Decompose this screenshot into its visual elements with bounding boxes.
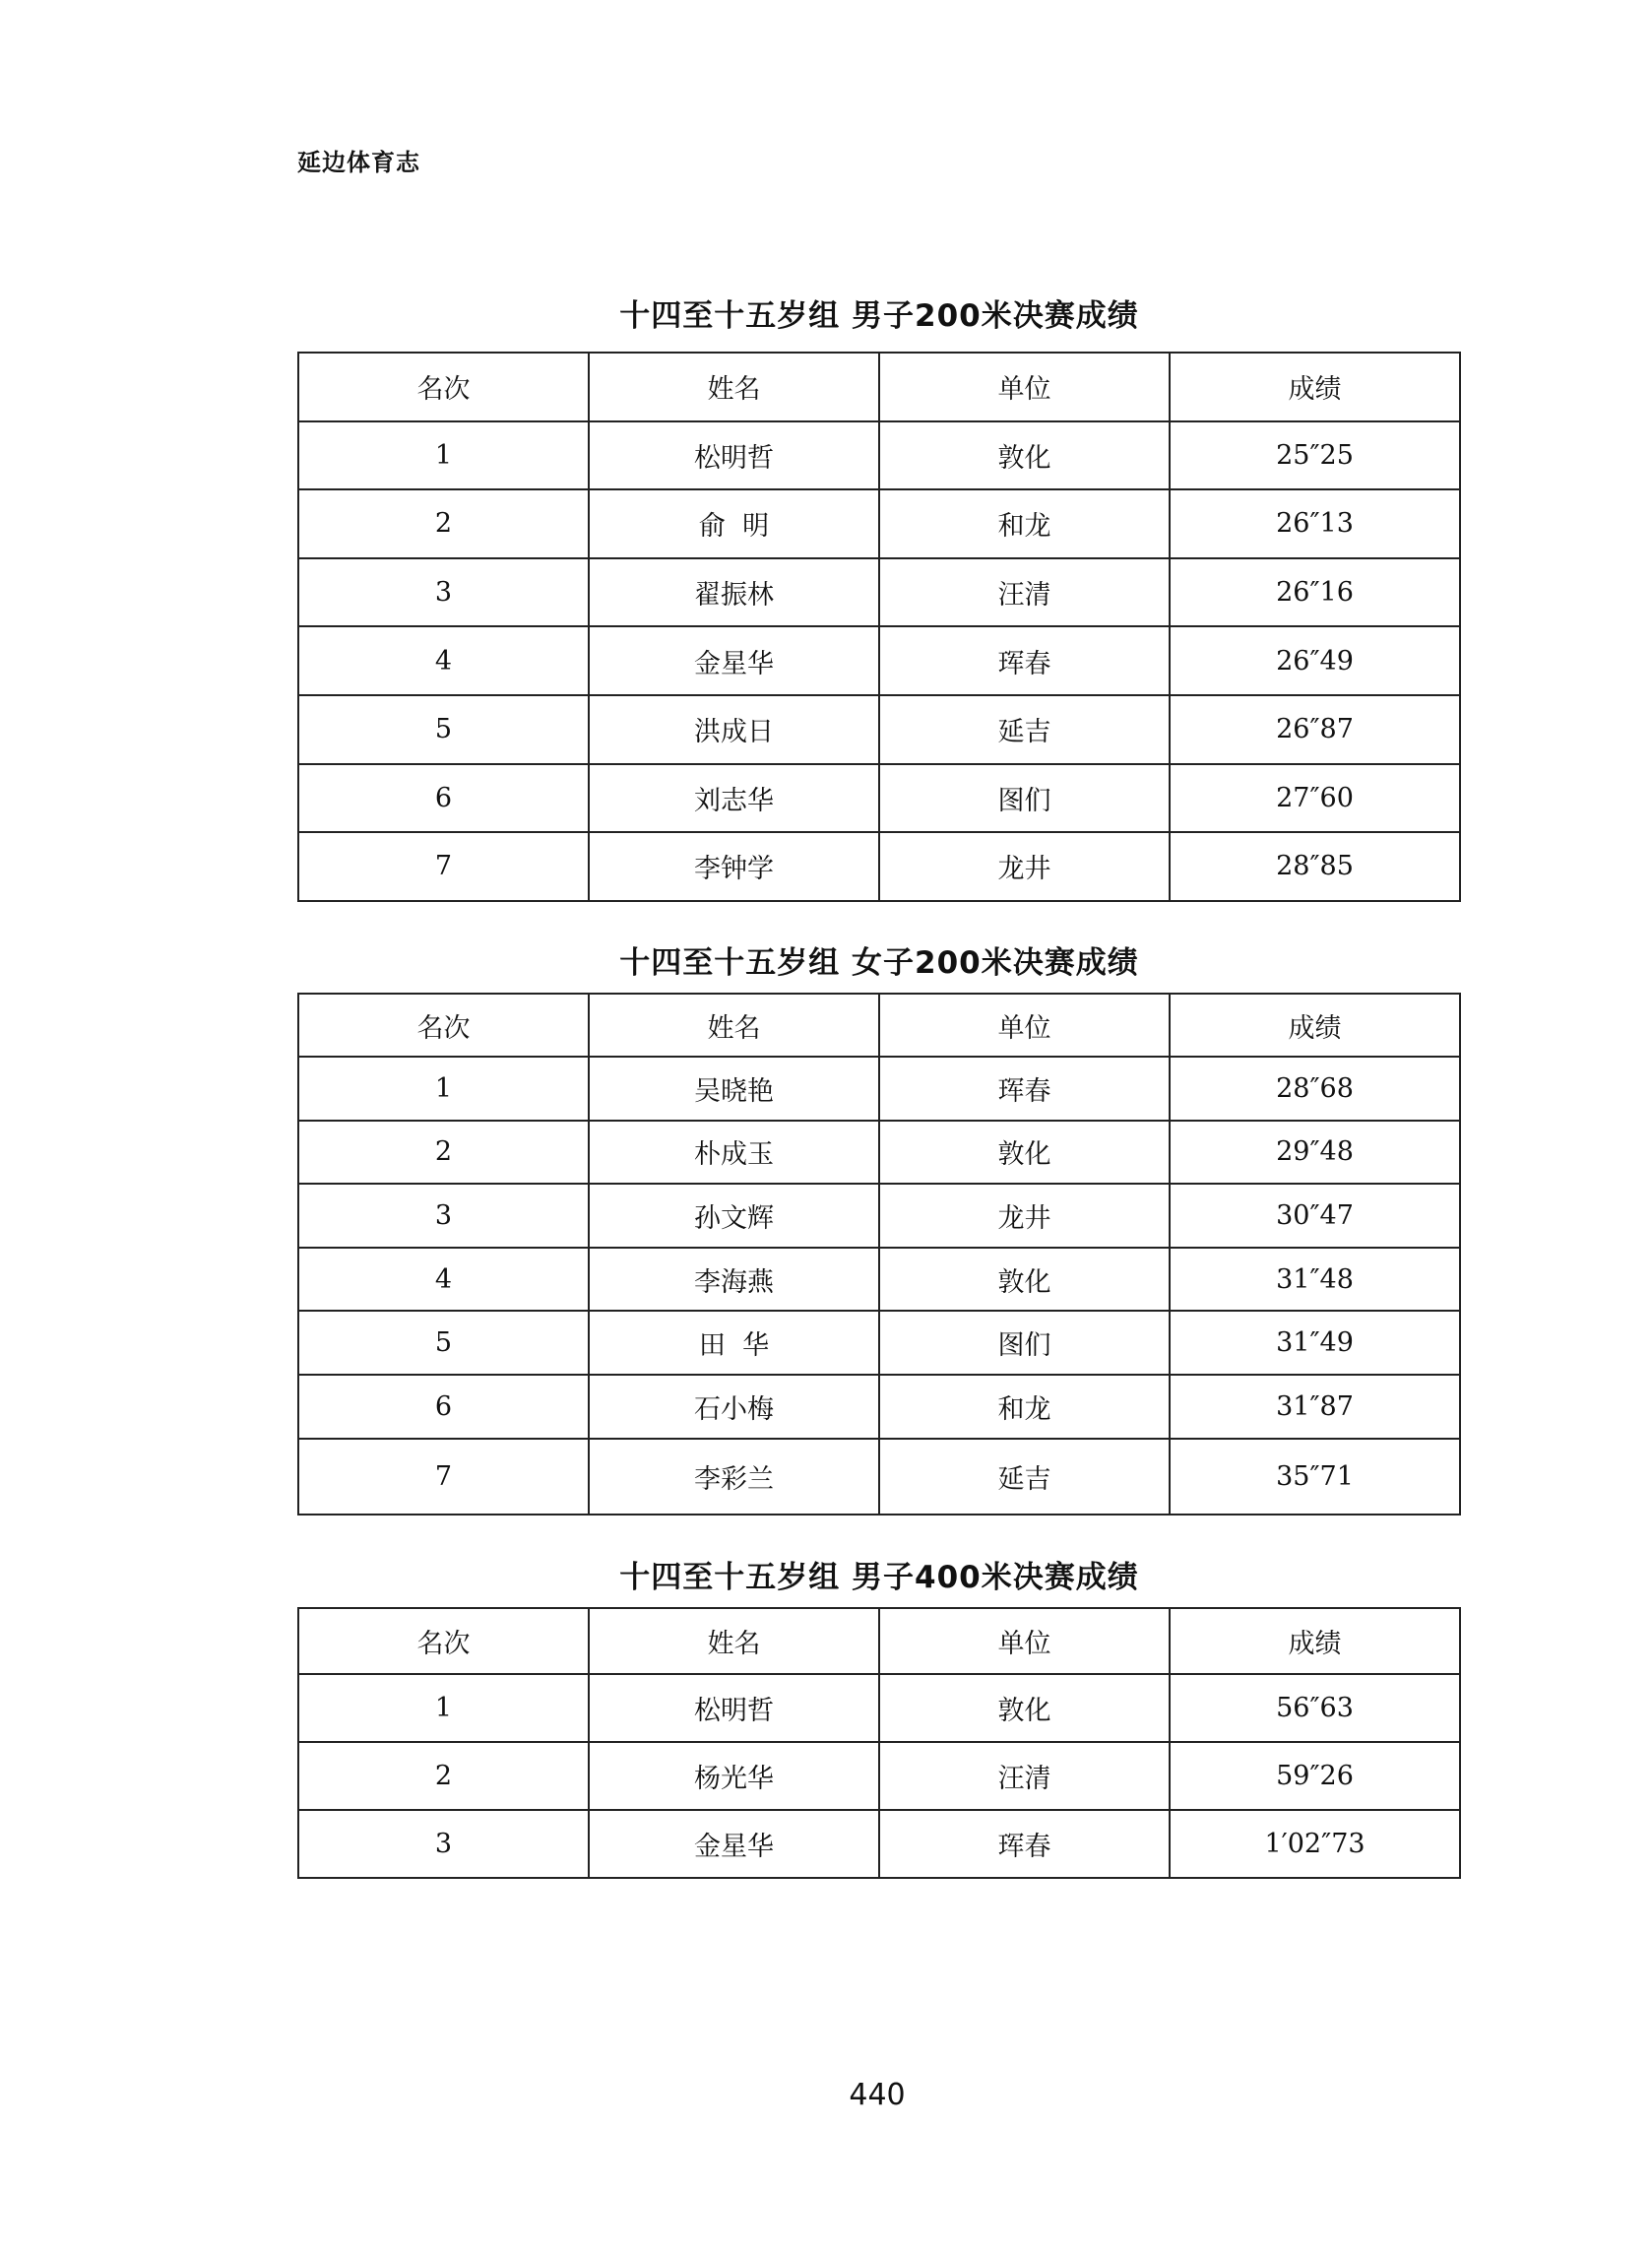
rank-cell: 4: [298, 626, 589, 695]
section-title: 十四至十五岁组 男子200米决赛成绩: [619, 298, 1139, 334]
unit-cell: 敦化: [879, 1674, 1170, 1742]
table-row: [298, 1121, 1460, 1185]
result-cell: 26″13: [1170, 489, 1460, 558]
table-header-row: [298, 994, 1460, 1057]
unit-cell: 珲春: [879, 1810, 1170, 1878]
name-cell: 翟振林: [589, 558, 879, 627]
result-cell: 29″48: [1170, 1121, 1460, 1185]
unit-cell: 龙井: [879, 1184, 1170, 1248]
name-cell: 杨光华: [589, 1742, 879, 1810]
name-cell: 松明哲: [589, 1674, 879, 1742]
rank-cell: 5: [298, 695, 589, 764]
rank-cell: 3: [298, 558, 589, 627]
table-header-row: [298, 353, 1460, 421]
unit-cell: 敦化: [879, 1248, 1170, 1312]
page-number: 440: [849, 2078, 906, 2112]
table-row: [298, 832, 1460, 901]
unit-cell: 和龙: [879, 1375, 1170, 1439]
table-row: [298, 1674, 1460, 1742]
results-table: [297, 352, 1461, 902]
table-row: [298, 421, 1460, 490]
table-row: [298, 1184, 1460, 1248]
rank-cell: 1: [298, 1674, 589, 1742]
table-row: [298, 1057, 1460, 1121]
result-cell: 28″85: [1170, 832, 1460, 901]
column-header-unit: 单位: [879, 353, 1170, 421]
result-cell: 59″26: [1170, 1742, 1460, 1810]
unit-cell: 和龙: [879, 489, 1170, 558]
name-cell: 俞 明: [589, 489, 879, 558]
table-row: [298, 1248, 1460, 1312]
result-cell: 30″47: [1170, 1184, 1460, 1248]
result-cell: 31″48: [1170, 1248, 1460, 1312]
name-cell: 金星华: [589, 626, 879, 695]
unit-cell: 珲春: [879, 626, 1170, 695]
rank-cell: 2: [298, 1742, 589, 1810]
table-row: [298, 626, 1460, 695]
table-row: [298, 1810, 1460, 1878]
rank-cell: 7: [298, 832, 589, 901]
unit-cell: 延吉: [879, 695, 1170, 764]
column-header-rank: 名次: [298, 353, 589, 421]
name-cell: 李钟学: [589, 832, 879, 901]
column-header-name: 姓名: [589, 1608, 879, 1674]
table-row: [298, 1375, 1460, 1439]
rank-cell: 3: [298, 1810, 589, 1878]
result-cell: 26″49: [1170, 626, 1460, 695]
column-header-rank: 名次: [298, 1608, 589, 1674]
table-row: [298, 1742, 1460, 1810]
name-cell: 洪成日: [589, 695, 879, 764]
table-row: [298, 1311, 1460, 1375]
section-title: 十四至十五岁组 女子200米决赛成绩: [619, 945, 1139, 981]
rank-cell: 1: [298, 1057, 589, 1121]
table-row: [298, 695, 1460, 764]
result-cell: 26″87: [1170, 695, 1460, 764]
result-cell: 28″68: [1170, 1057, 1460, 1121]
column-header-unit: 单位: [879, 994, 1170, 1057]
unit-cell: 珲春: [879, 1057, 1170, 1121]
name-cell: 松明哲: [589, 421, 879, 490]
result-cell: 56″63: [1170, 1674, 1460, 1742]
rank-cell: 4: [298, 1248, 589, 1312]
name-cell: 吴晓艳: [589, 1057, 879, 1121]
unit-cell: 敦化: [879, 421, 1170, 490]
results-table: [297, 1607, 1461, 1879]
rank-cell: 2: [298, 1121, 589, 1185]
table-row: [298, 558, 1460, 627]
unit-cell: 延吉: [879, 1439, 1170, 1515]
column-header-result: 成绩: [1170, 994, 1460, 1057]
unit-cell: 汪清: [879, 558, 1170, 627]
result-cell: 31″87: [1170, 1375, 1460, 1439]
unit-cell: 龙井: [879, 832, 1170, 901]
running-head: 延边体育志: [297, 149, 420, 176]
table-header-row: [298, 1608, 1460, 1674]
rank-cell: 6: [298, 1375, 589, 1439]
name-cell: 刘志华: [589, 764, 879, 833]
name-cell: 田 华: [589, 1311, 879, 1375]
unit-cell: 图们: [879, 764, 1170, 833]
rank-cell: 2: [298, 489, 589, 558]
column-header-name: 姓名: [589, 353, 879, 421]
table-row: [298, 1439, 1460, 1515]
result-cell: 25″25: [1170, 421, 1460, 490]
rank-cell: 5: [298, 1311, 589, 1375]
column-header-name: 姓名: [589, 994, 879, 1057]
name-cell: 金星华: [589, 1810, 879, 1878]
result-cell: 27″60: [1170, 764, 1460, 833]
name-cell: 石小梅: [589, 1375, 879, 1439]
name-cell: 李海燕: [589, 1248, 879, 1312]
column-header-unit: 单位: [879, 1608, 1170, 1674]
name-cell: 朴成玉: [589, 1121, 879, 1185]
column-header-result: 成绩: [1170, 353, 1460, 421]
result-cell: 35″71: [1170, 1439, 1460, 1515]
unit-cell: 图们: [879, 1311, 1170, 1375]
rank-cell: 3: [298, 1184, 589, 1248]
rank-cell: 7: [298, 1439, 589, 1515]
name-cell: 孙文辉: [589, 1184, 879, 1248]
name-cell: 李彩兰: [589, 1439, 879, 1515]
result-cell: 26″16: [1170, 558, 1460, 627]
table-row: [298, 489, 1460, 558]
unit-cell: 敦化: [879, 1121, 1170, 1185]
column-header-rank: 名次: [298, 994, 589, 1057]
table-row: [298, 764, 1460, 833]
rank-cell: 1: [298, 421, 589, 490]
unit-cell: 汪清: [879, 1742, 1170, 1810]
results-table: [297, 993, 1461, 1515]
column-header-result: 成绩: [1170, 1608, 1460, 1674]
result-cell: 1′02″73: [1170, 1810, 1460, 1878]
result-cell: 31″49: [1170, 1311, 1460, 1375]
rank-cell: 6: [298, 764, 589, 833]
section-title: 十四至十五岁组 男子400米决赛成绩: [619, 1560, 1139, 1595]
